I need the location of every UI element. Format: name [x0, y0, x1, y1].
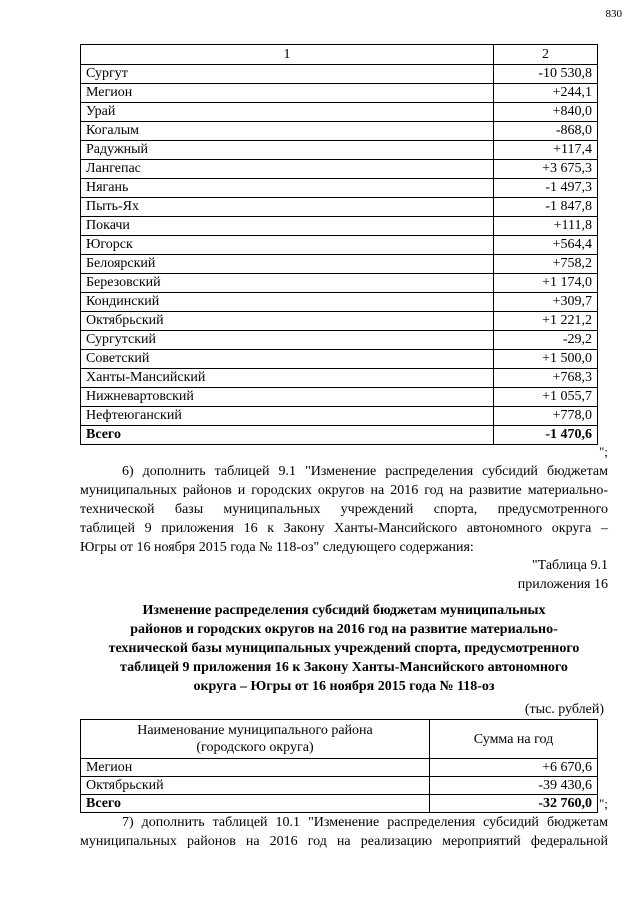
row-name: Нягань — [81, 179, 494, 198]
table-header-row — [81, 720, 598, 759]
table-row — [81, 122, 598, 141]
table-reference-line: "Таблица 9.1 — [531, 558, 608, 573]
table-row — [81, 103, 598, 122]
row-value: +309,7 — [494, 293, 598, 312]
row-name: Березовский — [81, 274, 494, 293]
total-value: -1 470,6 — [494, 426, 598, 445]
row-value: -1 497,3 — [494, 179, 598, 198]
header-line: Наименование муниципального района — [137, 723, 373, 738]
row-name: Белоярский — [81, 255, 494, 274]
paragraph-line: Югры от 16 ноября 2015 года № 118-оз" следующего содержания: — [80, 540, 474, 555]
heading-line: технической базы муниципальных учреждений спорта, предусмотренного — [108, 641, 580, 656]
row-name: Когалым — [81, 122, 494, 141]
page-number: 830 — [605, 8, 622, 20]
table1-closing-quote: "; — [599, 444, 608, 459]
table-row — [81, 777, 598, 795]
row-name: Нефтеюганский — [81, 407, 494, 426]
heading-line: таблицей 9 приложения 16 к Закону Ханты-Мансийского автономного — [120, 660, 568, 675]
paragraph-line: 7) дополнить таблицей 10.1 "Изменение распределения субсидий бюджетам — [122, 815, 608, 830]
row-value: -39 430,6 — [430, 777, 598, 795]
table-header-row — [81, 45, 598, 65]
table-row — [81, 179, 598, 198]
table-total-row — [81, 426, 598, 445]
row-value: +6 670,6 — [430, 759, 598, 777]
table-row — [81, 160, 598, 179]
table-row — [81, 141, 598, 160]
row-value: -10 530,8 — [494, 65, 598, 84]
units-label: (тыс. рублей) — [524, 702, 604, 717]
table-row — [81, 388, 598, 407]
paragraph-7 — [80, 813, 608, 851]
column-header-amount: Сумма на год — [430, 720, 598, 759]
table-row — [81, 312, 598, 331]
row-name: Радужный — [81, 141, 494, 160]
row-name: Пыть-Ях — [81, 198, 494, 217]
row-value: +1 174,0 — [494, 274, 598, 293]
row-value: -29,2 — [494, 331, 598, 350]
subsidy-table-continued — [80, 44, 598, 445]
row-value: +778,0 — [494, 407, 598, 426]
column-header-1: 1 — [81, 45, 494, 65]
table-row — [81, 255, 598, 274]
row-name: Октябрьский — [81, 777, 430, 795]
heading-line: районов и городских округов на 2016 год на развитие материально- — [130, 622, 558, 637]
row-name: Покачи — [81, 217, 494, 236]
row-value: +1 055,7 — [494, 388, 598, 407]
row-name: Мегион — [81, 759, 430, 777]
paragraph-line: муниципальных районов на 2016 год на реализацию мероприятий федеральной — [80, 834, 608, 849]
row-value: -1 847,8 — [494, 198, 598, 217]
row-name: Нижневартовский — [81, 388, 494, 407]
row-value: +244,1 — [494, 84, 598, 103]
table-row — [81, 350, 598, 369]
table-row — [81, 331, 598, 350]
total-value: -32 760,0 — [430, 795, 598, 813]
table-reference — [518, 556, 608, 594]
subsidy-table-9-1 — [80, 719, 598, 813]
paragraph-line: таблицей 9 приложения 16 к Закону Ханты-Мансийского автономного округа – — [80, 521, 608, 536]
table-row — [81, 407, 598, 426]
table-row — [81, 217, 598, 236]
paragraph-line: 6) дополнить таблицей 9.1 "Изменение распределения субсидий бюджетам — [122, 464, 608, 479]
row-value: +1 221,2 — [494, 312, 598, 331]
column-header-2: 2 — [494, 45, 598, 65]
table-reference-line: приложения 16 — [517, 577, 608, 592]
row-value: +1 500,0 — [494, 350, 598, 369]
row-name: Урай — [81, 103, 494, 122]
table-row — [81, 65, 598, 84]
table-row — [81, 759, 598, 777]
row-name: Югорск — [81, 236, 494, 255]
header-line: (городского округа) — [196, 740, 314, 755]
total-label: Всего — [81, 795, 430, 813]
row-name: Сургутский — [81, 331, 494, 350]
paragraph-line: технической базы муниципальных учреждений спорта, предусмотренного — [80, 502, 608, 517]
section-heading — [80, 601, 608, 696]
table-row — [81, 274, 598, 293]
row-value: +840,0 — [494, 103, 598, 122]
row-value: +117,4 — [494, 141, 598, 160]
table-row — [81, 369, 598, 388]
row-value: +111,8 — [494, 217, 598, 236]
column-header-name — [81, 720, 430, 759]
paragraph-6 — [80, 462, 608, 557]
row-name: Октябрьский — [81, 312, 494, 331]
table-total-row — [81, 795, 598, 813]
row-name: Ханты-Мансийский — [81, 369, 494, 388]
table-row — [81, 293, 598, 312]
row-value: -868,0 — [494, 122, 598, 141]
row-name: Мегион — [81, 84, 494, 103]
table2-closing-quote: "; — [599, 796, 608, 811]
table-row — [81, 198, 598, 217]
paragraph-line: муниципальных районов и городских округов на 2016 год на развитие материально- — [80, 483, 608, 498]
table-row — [81, 236, 598, 255]
total-label: Всего — [81, 426, 494, 445]
row-name: Сургут — [81, 65, 494, 84]
row-name: Кондинский — [81, 293, 494, 312]
row-name: Советский — [81, 350, 494, 369]
row-value: +768,3 — [494, 369, 598, 388]
row-value: +3 675,3 — [494, 160, 598, 179]
row-name: Лангепас — [81, 160, 494, 179]
heading-line: округа – Югры от 16 ноября 2015 года № 118-оз — [193, 679, 495, 694]
row-value: +564,4 — [494, 236, 598, 255]
table-row — [81, 84, 598, 103]
row-value: +758,2 — [494, 255, 598, 274]
heading-line: Изменение распределения субсидий бюджетам муниципальных — [142, 603, 546, 618]
